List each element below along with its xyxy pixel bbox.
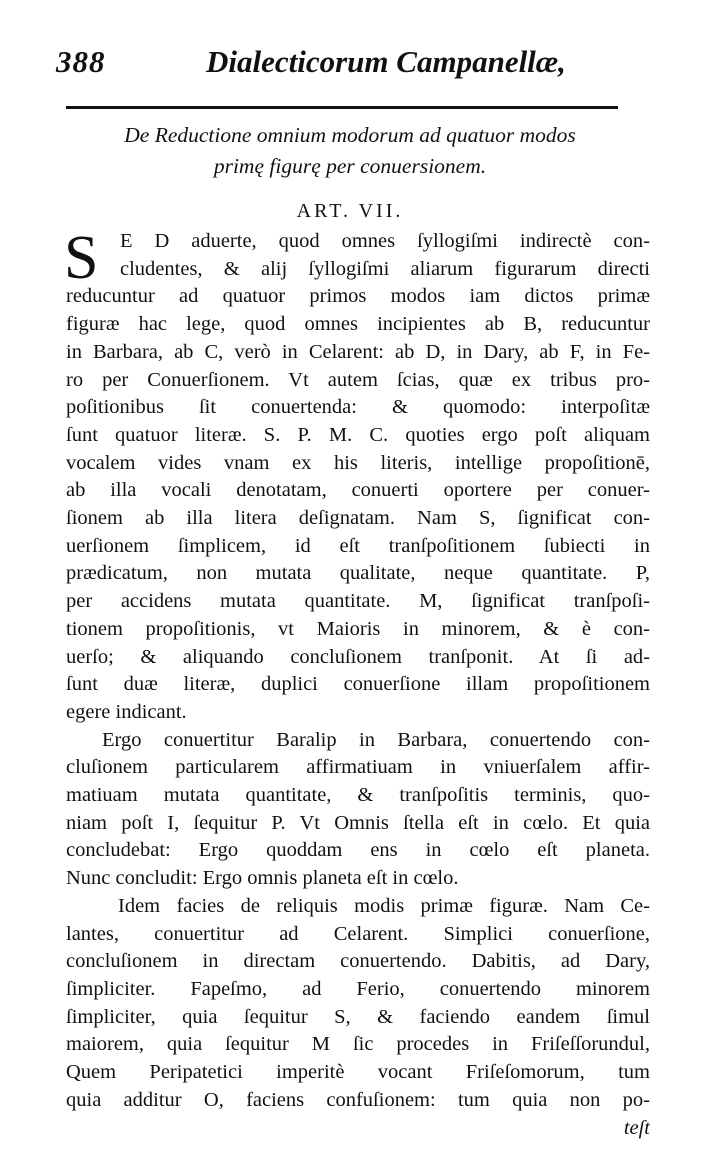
text-line: quia additur O, faciens confuſionem: tum quia non po-	[66, 1088, 650, 1111]
text-line: ſimpliciter, quia ſequitur S, & faciendo eandem ſimul	[66, 1005, 650, 1028]
text-line: uerſo; & aliquando concluſionem tranſponit. At ſi ad-	[66, 645, 650, 668]
text-line: concludebat: Ergo quoddam ens in cœlo eſt planeta.	[66, 839, 650, 862]
text-line: reducuntur ad quatuor primos modos iam dictos primæ	[66, 285, 650, 308]
header-rule	[66, 106, 618, 109]
drop-cap: S	[64, 224, 99, 292]
section-title	[70, 120, 630, 182]
text-line: ſimpliciter. Fapeſmo, ad Ferio, conuertendo minorem	[66, 977, 650, 1000]
text-line: E D aduerte, quod omnes ſyllogiſmi indirectè con-	[120, 230, 650, 252]
page-number: 388	[56, 44, 106, 79]
catch-word: teſt	[623, 1116, 650, 1139]
text-line: lantes, conuertitur ad Celarent. Simplici conuerſione,	[66, 922, 650, 945]
text-line: cluſionem particularem affirmatiuam in vniuerſalem affir-	[66, 756, 650, 779]
text-line: ſunt duæ literæ, duplici conuerſione illam propoſitionem	[66, 673, 650, 696]
text-line: maiorem, quia ſequitur M ſic procedes in Friſeſſorundul,	[66, 1033, 650, 1056]
text-line: Ergo conuertitur Baralip in Barbara, conuertendo con-	[102, 728, 650, 751]
text-line: ſunt quatuor literæ. S. P. M. C. quoties ergo poſt aliquam	[66, 423, 650, 446]
text-line: concluſionem in directam conuertendo. Dabitis, ad Dary,	[66, 950, 650, 973]
text-line: egere indicant.	[66, 700, 187, 723]
section-title-line-2: primę figurę per conuersionem.	[213, 154, 487, 178]
text-line: Nunc concludit: Ergo omnis planeta eſt in cœlo.	[66, 867, 459, 890]
text-line: niam poſt I, ſequitur P. Vt Omnis ſtella eſt in cœlo. Et quia	[66, 811, 650, 834]
text-line: ſionem ab illa litera deſignatam. Nam S, ſignificat con-	[66, 507, 650, 530]
text-line: in Barbara, ab C, verò in Celarent: ab D, in Dary, ab F, in Fe-	[66, 340, 650, 363]
text-line: vocalem vides vnam ex his literis, intellige propoſitionē,	[66, 451, 650, 474]
text-line: matiuam mutata quantitate, & tranſpoſitis terminis, quo-	[66, 784, 650, 807]
text-line: uerſionem ſimplicem, id eſt tranſpoſitionem ſubiecti in	[66, 534, 650, 557]
text-line: tionem propoſitionis, vt Maioris in minorem, & è con-	[66, 617, 650, 640]
text-line: Quem Peripatetici imperitè vocant Friſeſomorum, tum	[66, 1061, 650, 1084]
text-line: ab illa vocali denotatam, conuerti oportere per conuer-	[66, 479, 650, 502]
article-label: ART. VII.	[296, 200, 404, 222]
text-line: cludentes, & alij ſyllogiſmi aliarum figurarum directi	[120, 257, 650, 280]
text-line: prædicatum, non mutata qualitate, neque quantitate. P,	[66, 562, 650, 585]
body-text	[64, 224, 650, 1142]
text-line: Idem facies de reliquis modis primæ figuræ. Nam Ce-	[118, 894, 650, 917]
text-line: ro per Conuerſionem. Vt autem ſcias, quæ ex tribus pro-	[66, 368, 650, 391]
page-header	[56, 44, 656, 88]
text-line: per accidens mutata quantitate. M, ſignificat tranſpoſi-	[66, 590, 650, 613]
text-line: figuræ hac lege, quod omnes incipientes ab B, reducuntur	[66, 313, 650, 336]
text-line: poſitionibus ſit conuertenda: & quomodo: interpoſitæ	[66, 396, 650, 419]
running-title: Dialecticorum Campanellæ,	[206, 44, 566, 79]
section-title-line-1: De Reductione omnium modorum ad quatuor modos	[124, 123, 576, 147]
